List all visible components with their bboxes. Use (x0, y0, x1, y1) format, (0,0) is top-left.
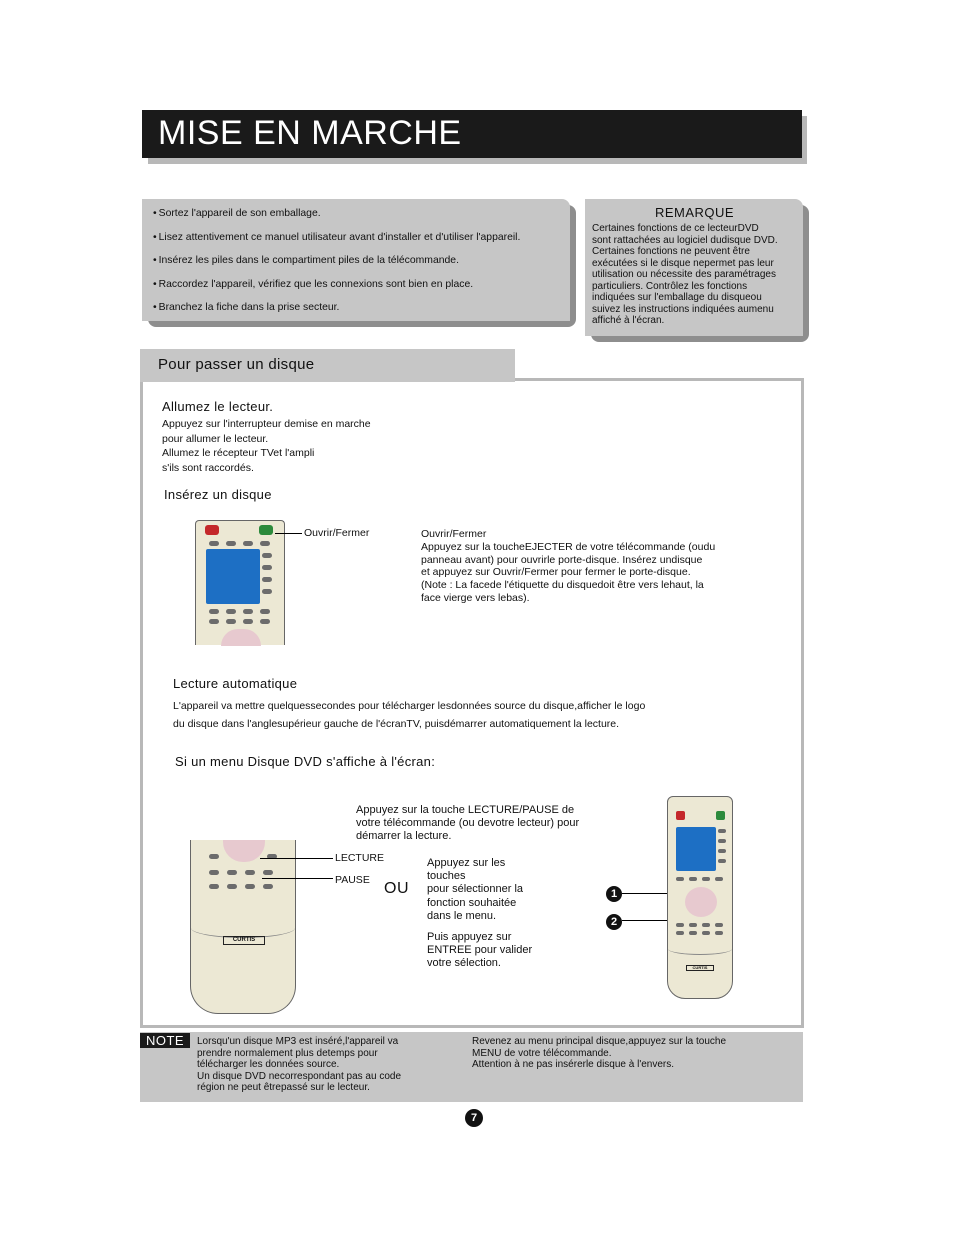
eject-callout-label: Ouvrir/Fermer (304, 527, 370, 539)
remote-key (209, 884, 219, 889)
nav-instructions (427, 857, 523, 923)
remote-key (245, 884, 255, 889)
remote-key (209, 870, 219, 875)
step2-line: (Note : La facede l'étiquette du disquedoit être vers lehaut, la (421, 579, 704, 592)
remote-key (209, 609, 219, 614)
play-line: démarrer la lecture. (356, 830, 452, 842)
intro-bullet: • Sortez l'appareil de son emballage. (153, 207, 570, 231)
remote-control-lower-illustration (190, 840, 296, 1014)
play-line: votre télécommande (ou devotre lecteur) pour (356, 817, 580, 829)
remote-divider (668, 943, 732, 955)
enter-line: ENTREE pour valider (427, 944, 533, 957)
step2-text (421, 528, 715, 605)
remote-key (718, 829, 726, 833)
step3-heading: Lecture automatique (173, 676, 298, 691)
remote-key (260, 609, 270, 614)
remote-key (227, 884, 237, 889)
remote-key (689, 931, 697, 935)
remote-key (243, 609, 253, 614)
note-label: NOTE (140, 1033, 190, 1048)
step3-line: du disque dans l'anglesupérieur gauche de l'écranTV, puisdémarrer automatiquement la lecture. (173, 718, 620, 730)
remarque-line: particuliers. Contrôlez les fonctions (592, 280, 748, 292)
brand-logo: CURTIS (686, 965, 714, 971)
remote-key (243, 541, 253, 546)
remote-key (689, 877, 697, 881)
play-instructions (356, 804, 579, 843)
remarque-line: suivez les instructions indiquées aumenu (592, 303, 774, 315)
intro-bullet: • Branchez la fiche dans la prise secteur. (153, 301, 570, 325)
remote-key (702, 877, 710, 881)
remote-key (226, 541, 236, 546)
step2-line: Appuyez sur la toucheEJECTER de votre télécommande (oudu (421, 540, 716, 553)
section-title: Pour passer un disque (158, 356, 315, 373)
remote-key (227, 870, 237, 875)
enter-instructions (427, 931, 532, 971)
remote-key (676, 877, 684, 881)
remote-key (689, 923, 697, 927)
remarque-line: sont rattachées au logiciel dudisque DVD. (592, 234, 778, 246)
remote-key (718, 849, 726, 853)
remote-key (209, 541, 219, 546)
note-left-text (197, 1036, 401, 1094)
page-number: 7 (465, 1109, 483, 1127)
play-line: Appuyez sur la touche LECTURE/PAUSE de (356, 804, 575, 816)
remarque-line: exécutées si le disque nepermet pas leur (592, 257, 774, 269)
remarque-line: Certaines fonctions ne peuvent être (592, 246, 750, 257)
step2-line: face vierge vers lebas). (421, 591, 530, 604)
step1-text (162, 417, 371, 475)
nav-line: pour sélectionner la (427, 883, 524, 896)
remote-key (676, 931, 684, 935)
remote-key (718, 839, 726, 843)
enter-line: votre sélection. (427, 957, 501, 970)
remarque-line: affiché à l'écran. (592, 315, 665, 326)
nav-line: dans le menu. (427, 909, 497, 922)
nav-pad (685, 887, 717, 917)
note-line: région ne peut êtrepassé sur le lecteur. (197, 1082, 370, 1093)
note-line: Attention à ne pas insérerle disque à l'envers. (472, 1059, 675, 1070)
page-title: MISE EN MARCHE (158, 114, 462, 152)
remote-key (243, 619, 253, 624)
remarque-box (585, 199, 803, 336)
note-right-text (472, 1036, 726, 1071)
remote-key (263, 884, 273, 889)
remote-key (702, 923, 710, 927)
step4-heading: Si un menu Disque DVD s'affiche à l'écran: (175, 754, 436, 769)
remote-key (718, 859, 726, 863)
remarque-line: utilisation ou nécessite des paramétrages (592, 269, 776, 280)
remote-key (209, 854, 219, 859)
note-line: télécharger les données source. (197, 1059, 340, 1070)
remarque-line: Certaines fonctions de ce lecteurDVD (592, 223, 759, 234)
step3-text (173, 697, 645, 733)
remote-key (715, 923, 723, 927)
remote-key (262, 565, 272, 570)
label-lecture: LECTURE (335, 852, 385, 864)
step1-line: Appuyez sur l'interrupteur demise en marche (162, 418, 371, 430)
nav-line: Appuyez sur les (427, 857, 506, 869)
eject-button (259, 525, 273, 535)
power-button (676, 811, 685, 820)
remarque-body (592, 223, 797, 327)
eject-button (716, 811, 725, 820)
step2-line: Ouvrir/Fermer (421, 528, 487, 540)
remote-key (262, 553, 272, 558)
nav-pad (221, 629, 261, 646)
note-line: prendre normalement plus detemps pour (197, 1047, 378, 1059)
remote-key (245, 870, 255, 875)
callout-line (260, 858, 333, 859)
remote-key (702, 931, 710, 935)
step1-line: pour allumer le lecteur. (162, 432, 269, 445)
step1-line: s'ils sont raccordés. (162, 461, 254, 474)
step2-line: panneau avant) pour ouvrirle porte-disque. Insérez undisque (421, 553, 703, 566)
enter-line: Puis appuyez sur (427, 931, 512, 943)
remote-key (209, 619, 219, 624)
remarque-title: REMARQUE (654, 205, 735, 220)
remote-control-illustration (195, 520, 285, 645)
power-button (205, 525, 219, 535)
note-line: MENU de votre télécommande. (472, 1047, 612, 1059)
nav-line: touches (427, 870, 466, 883)
numeric-keypad (676, 827, 716, 871)
remote-key (262, 577, 272, 582)
step2-line: et appuyez sur Ouvrir/Fermer pour fermer le porte-disque. (421, 566, 691, 579)
callout-line (262, 878, 333, 879)
marker-1: 1 (606, 886, 622, 902)
remote-divider (191, 918, 295, 938)
remote-key (260, 541, 270, 546)
step1-heading: Allumez le lecteur. (162, 399, 274, 414)
note-line: Revenez au menu principal disque,appuyez sur la touche (472, 1036, 727, 1047)
or-label: OU (384, 880, 409, 897)
remote-key (226, 609, 236, 614)
remote-key (676, 923, 684, 927)
step1-line: Allumez le récepteur TVet l'ampli (162, 447, 315, 459)
nav-pad (223, 840, 265, 862)
remarque-line: indiquées sur l'emballage du disqueou (592, 292, 762, 303)
step3-line: L'appareil va mettre quelquessecondes pour télécharger lesdonnées source du disque,afficher le logo (173, 700, 646, 712)
remote-key (715, 931, 723, 935)
note-line: Un disque DVD necorrespondant pas au code (197, 1070, 402, 1082)
note-line: Lorsqu'un disque MP3 est inséré,l'appareil va (197, 1036, 399, 1047)
intro-box (142, 199, 570, 321)
intro-bullet: • Insérez les piles dans le compartiment piles de la télécommande. (153, 254, 570, 278)
step2-heading: Insérez un disque (164, 487, 272, 502)
intro-bullet: • Lisez attentivement ce manuel utilisateur avant d'installer et d'utiliser l'appareil. (153, 231, 570, 255)
label-pause: PAUSE (335, 874, 370, 886)
intro-bullet: • Raccordez l'appareil, vérifiez que les connexions sont bien en place. (153, 278, 570, 302)
numeric-keypad (206, 549, 260, 604)
remote-key (715, 877, 723, 881)
callout-line (275, 533, 302, 534)
remote-key (262, 589, 272, 594)
nav-line: fonction souhaitée (427, 896, 517, 909)
marker-2: 2 (606, 914, 622, 930)
remote-control-full-illustration (667, 796, 733, 999)
remote-key (263, 870, 273, 875)
brand-logo: CURTIS (223, 936, 265, 945)
remote-key (260, 619, 270, 624)
remote-key (226, 619, 236, 624)
